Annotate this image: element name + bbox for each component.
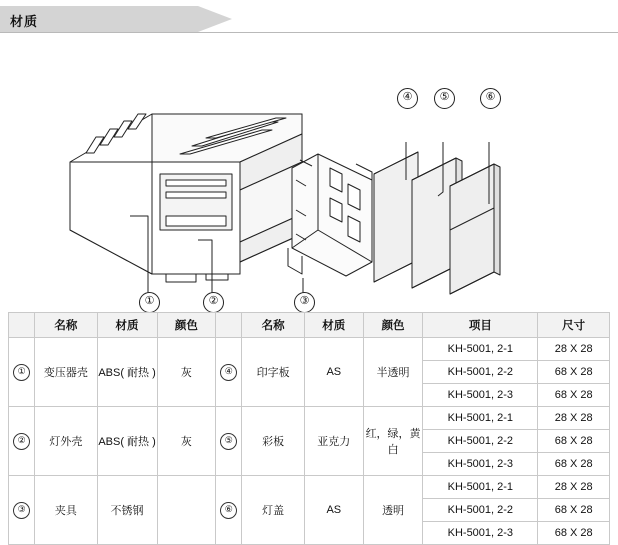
row-name-2: 灯外壳	[35, 407, 97, 476]
num-circle-6: ⑥	[220, 502, 237, 519]
header-underline	[0, 32, 618, 33]
callout-3: ③	[294, 292, 315, 313]
callout-4: ④	[397, 88, 418, 109]
num-circle-3: ③	[13, 502, 30, 519]
row-color-3	[157, 476, 216, 545]
row-name-6: 灯盖	[242, 476, 304, 545]
row-size: 28 X 28	[538, 476, 610, 499]
row-item: KH-5001, 2-2	[423, 499, 538, 522]
row-name-4: 印字板	[242, 338, 304, 407]
header-right-name: 名称	[242, 313, 304, 338]
table-row	[9, 407, 610, 430]
header-right-material: 材质	[304, 313, 363, 338]
section-header	[0, 6, 618, 32]
row-num-2	[9, 407, 35, 476]
row-material-2: ABS( 耐热 )	[97, 407, 157, 476]
material-table-wrapper	[8, 312, 610, 545]
header-left-color: 颜色	[157, 313, 216, 338]
header-size: 尺寸	[538, 313, 610, 338]
row-material-6: AS	[304, 476, 363, 545]
callout-1: ①	[139, 292, 160, 313]
page-title: 材质	[10, 14, 39, 29]
row-item: KH-5001, 2-2	[423, 430, 538, 453]
row-name-5: 彩板	[242, 407, 304, 476]
row-size: 68 X 28	[538, 453, 610, 476]
num-circle-5: ⑤	[220, 433, 237, 450]
header-left-name: 名称	[35, 313, 97, 338]
row-size: 68 X 28	[538, 384, 610, 407]
table-row	[9, 476, 610, 499]
row-color-2: 灰	[157, 407, 216, 476]
header-left-material: 材质	[97, 313, 157, 338]
row-item: KH-5001, 2-1	[423, 338, 538, 361]
header-right-color: 颜色	[363, 313, 423, 338]
header-item: 项目	[423, 313, 538, 338]
diagram-svg	[0, 34, 618, 309]
row-color-5: 红，绿，黄白	[363, 407, 423, 476]
row-item: KH-5001, 2-1	[423, 476, 538, 499]
row-item: KH-5001, 2-2	[423, 361, 538, 384]
row-item: KH-5001, 2-1	[423, 407, 538, 430]
row-item: KH-5001, 2-3	[423, 522, 538, 545]
table-row	[9, 338, 610, 361]
row-material-5: 亚克力	[304, 407, 363, 476]
row-num-4	[216, 338, 242, 407]
row-name-3: 夹具	[35, 476, 97, 545]
row-size: 68 X 28	[538, 522, 610, 545]
row-size: 68 X 28	[538, 430, 610, 453]
row-color-1: 灰	[157, 338, 216, 407]
row-color-4: 半透明	[363, 338, 423, 407]
row-num-6	[216, 476, 242, 545]
header-arrow	[198, 6, 232, 32]
row-num-5	[216, 407, 242, 476]
row-material-4: AS	[304, 338, 363, 407]
row-item: KH-5001, 2-3	[423, 453, 538, 476]
row-name-1: 变压器壳	[35, 338, 97, 407]
row-num-1	[9, 338, 35, 407]
row-size: 68 X 28	[538, 499, 610, 522]
row-size: 28 X 28	[538, 407, 610, 430]
num-circle-1: ①	[13, 364, 30, 381]
num-circle-4: ④	[220, 364, 237, 381]
callout-2: ②	[203, 292, 224, 313]
row-size: 68 X 28	[538, 361, 610, 384]
callout-5: ⑤	[434, 88, 455, 109]
num-circle-2: ②	[13, 433, 30, 450]
header-right-num	[216, 313, 242, 338]
table-header-row	[9, 313, 610, 338]
row-num-3	[9, 476, 35, 545]
exploded-view-diagram	[0, 34, 618, 309]
row-size: 28 X 28	[538, 338, 610, 361]
row-material-3: 不锈钢	[97, 476, 157, 545]
material-table	[8, 312, 610, 545]
header-left-num	[9, 313, 35, 338]
row-item: KH-5001, 2-3	[423, 384, 538, 407]
row-material-1: ABS( 耐热 )	[97, 338, 157, 407]
callout-6: ⑥	[480, 88, 501, 109]
row-color-6: 透明	[363, 476, 423, 545]
